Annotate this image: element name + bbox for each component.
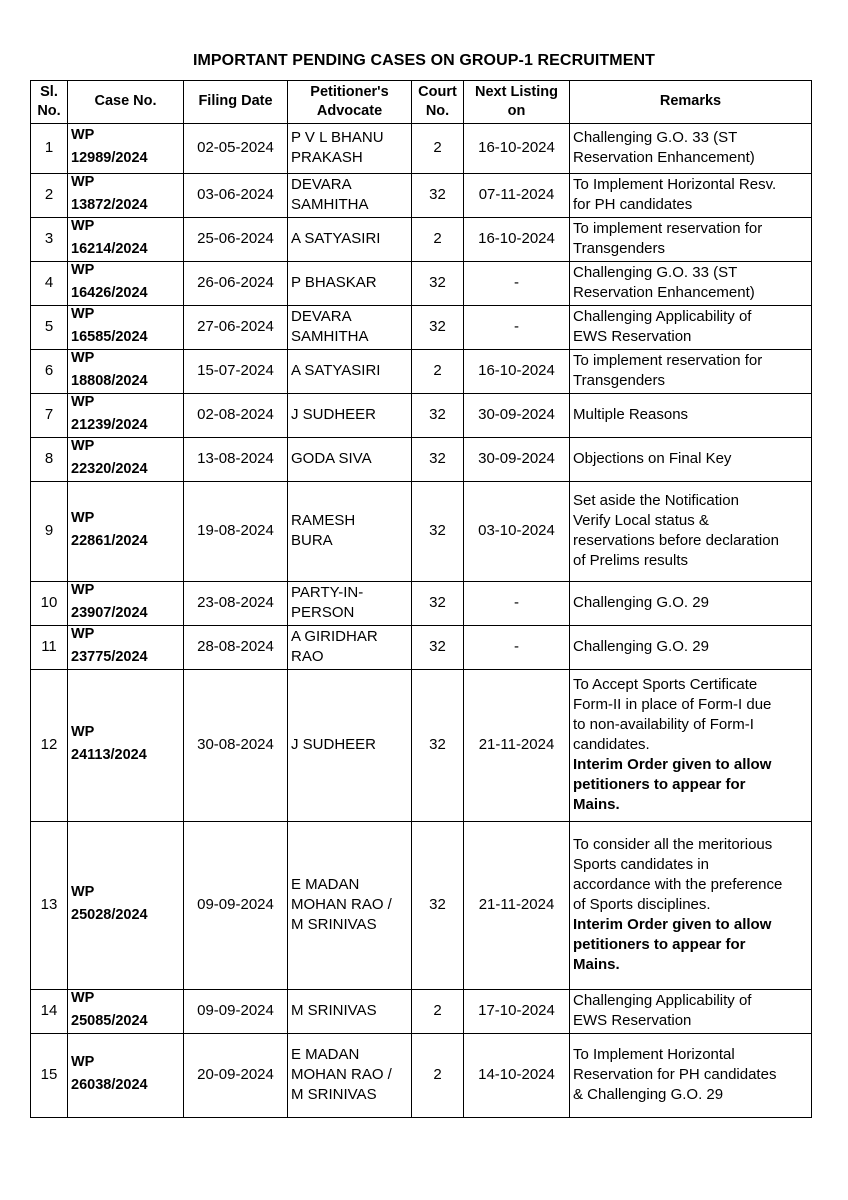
cell-case-no [68, 1034, 184, 1118]
case-number: 21239/2024 [71, 417, 148, 433]
page-title: IMPORTANT PENDING CASES ON GROUP-1 RECRUITMENT [192, 52, 656, 69]
table-row [31, 990, 812, 1034]
cell-advocate [288, 438, 412, 482]
cell-advocate [288, 626, 412, 670]
cell-next-listing: - [464, 306, 570, 350]
table-row [31, 582, 812, 626]
table-row [31, 626, 812, 670]
cell-advocate [288, 174, 412, 218]
cell-sl-no: 9 [31, 482, 68, 582]
case-number: 26038/2024 [71, 1077, 148, 1093]
cell-filing-date: 15-07-2024 [184, 350, 288, 394]
case-prefix: WP [71, 174, 95, 190]
cell-filing-date: 13-08-2024 [184, 438, 288, 482]
cell-sl-no: 14 [31, 990, 68, 1034]
advocate-line: GODA SIVA [291, 450, 372, 467]
case-number: 16585/2024 [71, 329, 148, 345]
remarks-line: Reservation Enhancement) [573, 284, 755, 301]
cell-advocate [288, 822, 412, 990]
cell-case-no [68, 394, 184, 438]
cell-next-listing: 17-10-2024 [464, 990, 570, 1034]
advocate-line: RAMESH [291, 512, 356, 529]
cell-next-listing: 16-10-2024 [464, 124, 570, 174]
cell-next-listing: 21-11-2024 [464, 670, 570, 822]
remarks-line: & Challenging G.O. 29 [573, 1086, 724, 1103]
cell-filing-date: 03-06-2024 [184, 174, 288, 218]
cell-sl-no: 15 [31, 1034, 68, 1118]
cell-sl-no: 4 [31, 262, 68, 306]
remarks-line: to non-availability of Form-I [573, 716, 754, 733]
case-number: 22320/2024 [71, 461, 148, 477]
table-row [31, 124, 812, 174]
case-number: 16214/2024 [71, 241, 148, 257]
header-court-line: No. [425, 102, 450, 119]
advocate-line: DEVARA [291, 308, 352, 325]
cell-remarks [570, 350, 812, 394]
table-row [31, 822, 812, 990]
cell-sl-no: 7 [31, 394, 68, 438]
header-filing-date: Filing Date [184, 81, 288, 124]
cell-case-no [68, 990, 184, 1034]
header-next-listing [464, 81, 570, 124]
cell-filing-date: 02-05-2024 [184, 124, 288, 174]
cell-advocate [288, 582, 412, 626]
case-number: 25028/2024 [71, 907, 148, 923]
cell-next-listing: 30-09-2024 [464, 438, 570, 482]
case-number: 16426/2024 [71, 285, 148, 301]
remarks-line: for PH candidates [573, 196, 693, 213]
advocate-line: SAMHITHA [291, 328, 369, 345]
header-advocate-line: Advocate [316, 102, 383, 119]
cell-court-no: 32 [412, 626, 464, 670]
cell-sl-no: 5 [31, 306, 68, 350]
advocate-line: J SUDHEER [291, 406, 377, 423]
case-rows [31, 124, 812, 1118]
remarks-line: Sports candidates in [573, 856, 709, 873]
cell-court-no: 32 [412, 822, 464, 990]
remarks-interim-order-line: Mains. [573, 796, 620, 813]
cell-court-no: 32 [412, 262, 464, 306]
cell-remarks [570, 990, 812, 1034]
remarks-line: Objections on Final Key [573, 450, 732, 467]
case-prefix: WP [71, 884, 95, 900]
header-remarks: Remarks [570, 81, 812, 124]
cell-court-no: 32 [412, 670, 464, 822]
case-number: 12989/2024 [71, 150, 148, 166]
advocate-line: A GIRIDHAR [291, 628, 378, 645]
cell-court-no: 32 [412, 394, 464, 438]
case-prefix: WP [71, 990, 95, 1006]
header-court-line: Court [418, 83, 457, 100]
cell-remarks [570, 438, 812, 482]
cell-court-no: 32 [412, 174, 464, 218]
remarks-line: of Sports disciplines. [573, 896, 711, 913]
header-case-no: Case No. [68, 81, 184, 124]
remarks-line: Challenging Applicability of [573, 992, 752, 1009]
remarks-line: Challenging G.O. 29 [573, 638, 709, 655]
remarks-line: To Accept Sports Certificate [573, 676, 758, 693]
cell-remarks [570, 626, 812, 670]
case-prefix: WP [71, 306, 95, 322]
cell-case-no [68, 350, 184, 394]
cell-filing-date: 30-08-2024 [184, 670, 288, 822]
header-advocate-line: Petitioner's [310, 83, 389, 100]
remarks-line: Challenging Applicability of [573, 308, 752, 325]
advocate-line: M SRINIVAS [291, 916, 377, 933]
cell-case-no [68, 124, 184, 174]
case-prefix: WP [71, 1054, 95, 1070]
remarks-line: Reservation Enhancement) [573, 149, 755, 166]
header-sl-line: Sl. [40, 83, 58, 100]
advocate-line: MOHAN RAO / [291, 1066, 392, 1083]
remarks-interim-order-line: Mains. [573, 956, 620, 973]
table-row [31, 1034, 812, 1118]
table-row [31, 482, 812, 582]
cell-filing-date: 26-06-2024 [184, 262, 288, 306]
remarks-line: To Implement Horizontal [573, 1046, 735, 1063]
remarks-line: Set aside the Notification [573, 492, 739, 509]
cell-filing-date: 23-08-2024 [184, 582, 288, 626]
remarks-line: Challenging G.O. 33 (ST [573, 264, 738, 281]
advocate-line: E MADAN [291, 1046, 360, 1063]
case-number: 13872/2024 [71, 197, 148, 213]
advocate-line: A SATYASIRI [291, 362, 381, 379]
cell-advocate [288, 306, 412, 350]
remarks-line: Multiple Reasons [573, 406, 689, 423]
cell-filing-date: 27-06-2024 [184, 306, 288, 350]
remarks-interim-order-line: petitioners to appear for [573, 776, 746, 793]
remarks-line: Reservation for PH candidates [573, 1066, 777, 1083]
case-prefix: WP [71, 394, 95, 410]
cell-filing-date: 28-08-2024 [184, 626, 288, 670]
advocate-line: M SRINIVAS [291, 1086, 377, 1103]
cell-remarks [570, 174, 812, 218]
cell-next-listing: 03-10-2024 [464, 482, 570, 582]
cell-court-no: 32 [412, 438, 464, 482]
table-row [31, 306, 812, 350]
case-number: 23775/2024 [71, 649, 148, 665]
cell-court-no: 2 [412, 124, 464, 174]
remarks-line: Verify Local status & [573, 512, 709, 529]
header-sl-no [31, 81, 68, 124]
table-row [31, 394, 812, 438]
cell-case-no [68, 582, 184, 626]
cell-sl-no: 12 [31, 670, 68, 822]
remarks-line: To Implement Horizontal Resv. [573, 176, 777, 193]
advocate-line: PRAKASH [291, 149, 363, 166]
cell-remarks [570, 306, 812, 350]
cell-advocate [288, 482, 412, 582]
cell-advocate [288, 350, 412, 394]
case-number: 22861/2024 [71, 533, 148, 549]
table-row [31, 670, 812, 822]
remarks-line: To implement reservation for [573, 352, 763, 369]
pending-cases-table [30, 80, 812, 1118]
remarks-interim-order-line: Interim Order given to allow [573, 916, 772, 933]
cell-remarks [570, 218, 812, 262]
advocate-line: PERSON [291, 604, 355, 621]
table-row [31, 350, 812, 394]
header-row [31, 81, 812, 124]
cell-next-listing: 14-10-2024 [464, 1034, 570, 1118]
table-row [31, 262, 812, 306]
case-prefix: WP [71, 724, 95, 740]
cell-remarks [570, 262, 812, 306]
cell-case-no [68, 174, 184, 218]
remarks-line: EWS Reservation [573, 328, 692, 345]
cell-remarks [570, 124, 812, 174]
table-row [31, 218, 812, 262]
cell-sl-no: 8 [31, 438, 68, 482]
advocate-line: J SUDHEER [291, 736, 377, 753]
cell-remarks [570, 1034, 812, 1118]
cell-case-no [68, 482, 184, 582]
advocate-line: MOHAN RAO / [291, 896, 392, 913]
cell-filing-date: 19-08-2024 [184, 482, 288, 582]
advocate-line: M SRINIVAS [291, 1002, 377, 1019]
case-prefix: WP [71, 127, 95, 143]
cell-case-no [68, 822, 184, 990]
cell-filing-date: 09-09-2024 [184, 990, 288, 1034]
advocate-line: SAMHITHA [291, 196, 369, 213]
table-row [31, 174, 812, 218]
remarks-line: accordance with the preference [573, 876, 783, 893]
cell-remarks [570, 670, 812, 822]
advocate-line: E MADAN [291, 876, 360, 893]
cell-next-listing: - [464, 262, 570, 306]
cell-next-listing: 21-11-2024 [464, 822, 570, 990]
cell-court-no: 32 [412, 582, 464, 626]
cell-remarks [570, 582, 812, 626]
remarks-line: of Prelims results [573, 552, 689, 569]
advocate-line: BURA [291, 532, 333, 549]
remarks-line: To consider all the meritorious [573, 836, 773, 853]
header-sl-line: No. [37, 102, 61, 119]
advocate-line: P V L BHANU [291, 129, 384, 146]
cell-court-no: 32 [412, 482, 464, 582]
cell-filing-date: 25-06-2024 [184, 218, 288, 262]
case-prefix: WP [71, 438, 95, 454]
cell-filing-date: 20-09-2024 [184, 1034, 288, 1118]
cell-next-listing: 30-09-2024 [464, 394, 570, 438]
cell-case-no [68, 306, 184, 350]
remarks-line: Transgenders [573, 372, 665, 389]
cell-court-no: 32 [412, 306, 464, 350]
cell-advocate [288, 394, 412, 438]
cell-court-no: 2 [412, 218, 464, 262]
cell-remarks [570, 394, 812, 438]
advocate-line: P BHASKAR [291, 274, 377, 291]
cell-advocate [288, 218, 412, 262]
advocate-line: PARTY-IN- [291, 584, 364, 601]
cell-filing-date: 09-09-2024 [184, 822, 288, 990]
cell-next-listing: 16-10-2024 [464, 350, 570, 394]
cell-next-listing: 07-11-2024 [464, 174, 570, 218]
remarks-interim-order-line: petitioners to appear for [573, 936, 746, 953]
header-court-no [412, 81, 464, 124]
cell-filing-date: 02-08-2024 [184, 394, 288, 438]
cell-sl-no: 6 [31, 350, 68, 394]
cell-advocate [288, 124, 412, 174]
case-number: 24113/2024 [71, 747, 147, 763]
case-prefix: WP [71, 510, 95, 526]
cell-advocate [288, 990, 412, 1034]
cell-sl-no: 10 [31, 582, 68, 626]
remarks-line: Challenging G.O. 29 [573, 594, 709, 611]
case-number: 23907/2024 [71, 605, 148, 621]
cell-case-no [68, 262, 184, 306]
table-row [31, 438, 812, 482]
cell-remarks [570, 822, 812, 990]
remarks-line: Challenging G.O. 33 (ST [573, 129, 738, 146]
header-next-listing-line: on [507, 102, 526, 119]
cell-advocate [288, 262, 412, 306]
remarks-line: candidates. [573, 736, 650, 753]
cell-case-no [68, 670, 184, 822]
cell-next-listing: - [464, 626, 570, 670]
cell-sl-no: 3 [31, 218, 68, 262]
remarks-line: Transgenders [573, 240, 665, 257]
cell-advocate [288, 670, 412, 822]
cell-case-no [68, 218, 184, 262]
cell-remarks [570, 482, 812, 582]
cell-next-listing: - [464, 582, 570, 626]
remarks-line: reservations before declaration [573, 532, 779, 549]
remarks-line: Form-II in place of Form-I due [573, 696, 772, 713]
cell-court-no: 2 [412, 990, 464, 1034]
cell-court-no: 2 [412, 350, 464, 394]
case-number: 18808/2024 [71, 373, 148, 389]
case-prefix: WP [71, 350, 95, 366]
header-advocate [288, 81, 412, 124]
remarks-interim-order-line: Interim Order given to allow [573, 756, 772, 773]
advocate-line: RAO [291, 648, 324, 665]
case-prefix: WP [71, 218, 95, 234]
remarks-line: EWS Reservation [573, 1012, 692, 1029]
advocate-line: A SATYASIRI [291, 230, 381, 247]
case-prefix: WP [71, 626, 95, 642]
cell-sl-no: 1 [31, 124, 68, 174]
cell-court-no: 2 [412, 1034, 464, 1118]
case-prefix: WP [71, 262, 95, 278]
case-prefix: WP [71, 582, 95, 598]
cell-sl-no: 2 [31, 174, 68, 218]
header-next-listing-line: Next Listing [475, 83, 558, 100]
cell-sl-no: 13 [31, 822, 68, 990]
cell-next-listing: 16-10-2024 [464, 218, 570, 262]
cell-sl-no: 11 [31, 626, 68, 670]
cell-advocate [288, 1034, 412, 1118]
advocate-line: DEVARA [291, 176, 352, 193]
cell-case-no [68, 438, 184, 482]
remarks-line: To implement reservation for [573, 220, 763, 237]
case-number: 25085/2024 [71, 1013, 148, 1029]
cell-case-no [68, 626, 184, 670]
